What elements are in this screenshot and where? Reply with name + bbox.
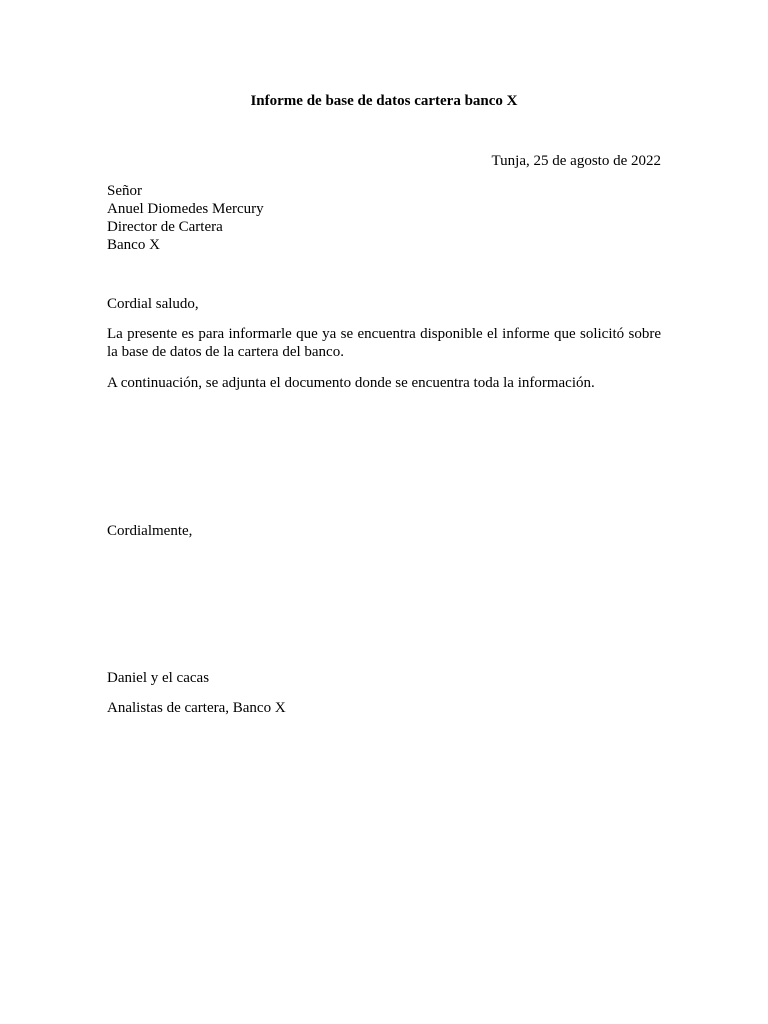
recipient-name: Anuel Diomedes Mercury [107,201,264,217]
signature-role: Analistas de cartera, Banco X [107,700,286,716]
recipient-position: Director de Cartera [107,219,223,235]
recipient-organization: Banco X [107,237,160,253]
signature-name: Daniel y el cacas [107,670,210,686]
closing: Cordialmente, [107,523,193,539]
body-paragraph: La presente es para informarle que ya se encuentra disponible el informe que solicitó sobre la base de datos de la cartera del banco. [107,326,661,360]
greeting: Cordial saludo, [107,296,199,312]
date-line: Tunja, 25 de agosto de 2022 [491,153,661,169]
recipient-salutation-title: Señor [107,183,142,199]
document-title: Informe de base de datos cartera banco X [250,93,518,109]
recipient-block [107,182,264,254]
body-paragraph: A continuación, se adjunta el documento donde se encuentra toda la información. [107,375,595,391]
